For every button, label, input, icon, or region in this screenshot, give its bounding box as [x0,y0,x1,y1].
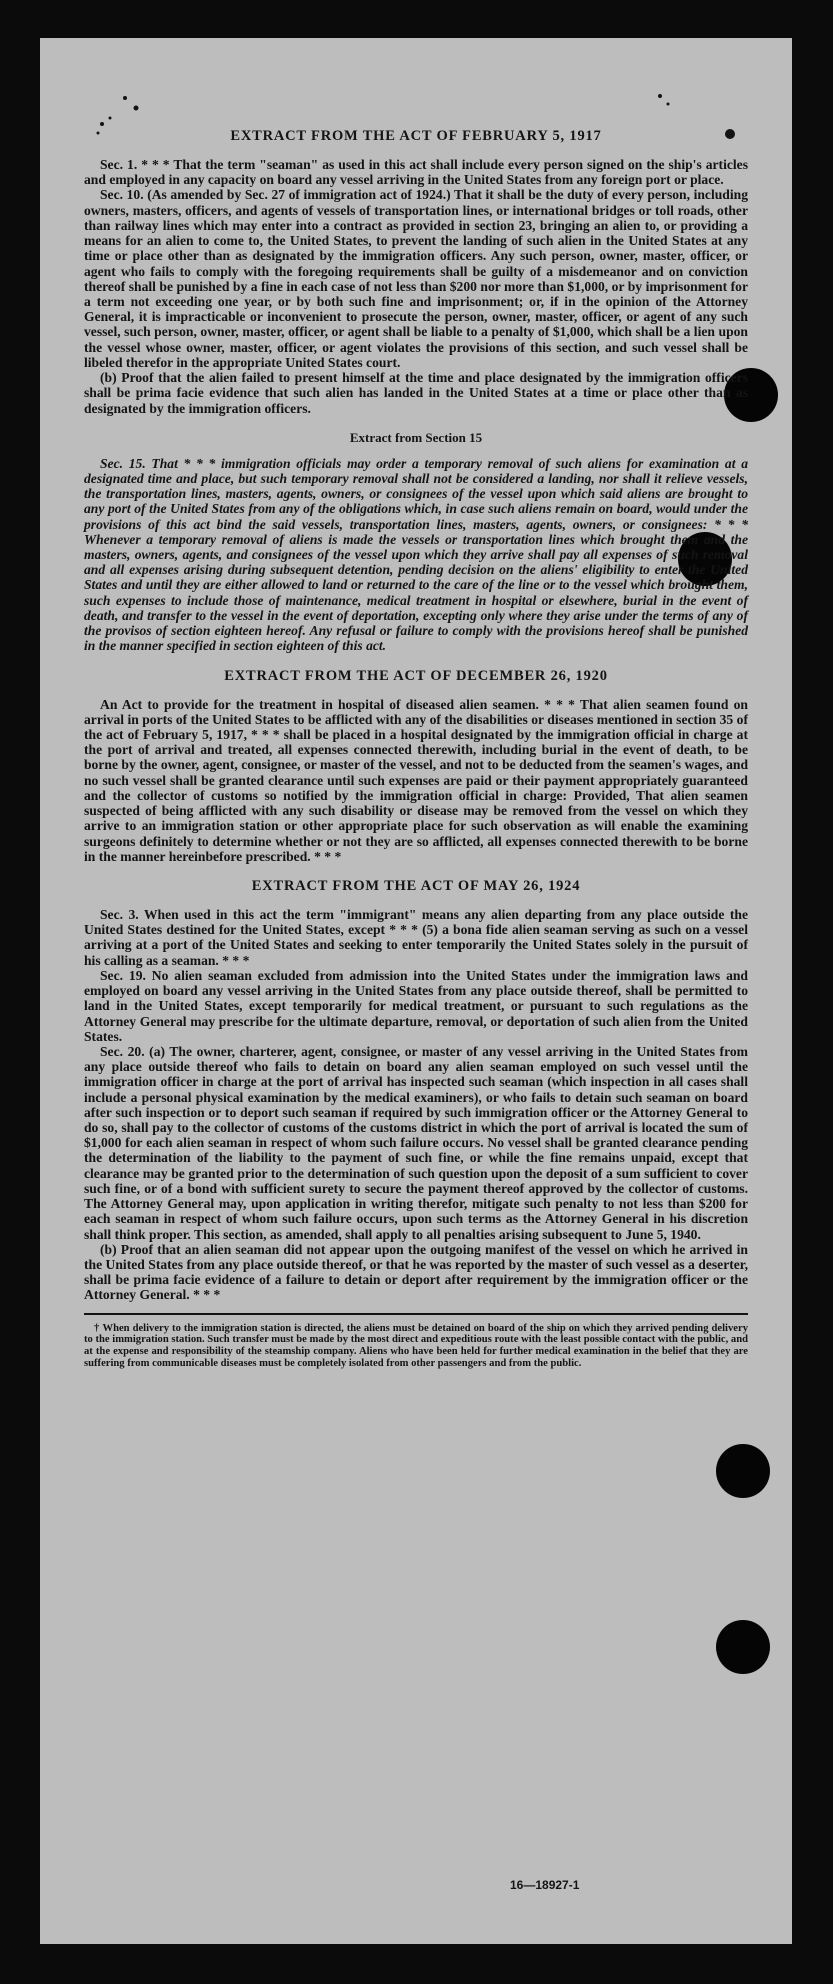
paragraph-sec-15: Sec. 15. That * * * immigration officials may order a temporary removal of such aliens for examination at a designated time and place, but such temporary removal shall not be considered a landing, nor shall it relieve vessels, the transportation lines, masters, agents, owners, or consignees of the vessel upon which said aliens are brought to any port of the United States from any of the obligations which, in case such aliens remain on board, would under the provisions of this act bind the said vessels, transportation lines, masters, agents, owners, or consignees: * * * Whenever a temporary removal of aliens is made the vessels or transportation lines which brought them and the masters, owners, agents, and consignees of the vessel upon which they arrive shall pay all expenses of such removal and all expenses arising during subsequent detention, pending decision on the aliens' eligibility to enter the United States and until they are either allowed to land or returned to the care of the line or to the vessel which brought them, such expenses to include those of maintenance, medical treatment in hospital or elsewhere, burial in the event of death, and transfer to the vessel in the event of deportation, excepting only where they arise under the terms of any of the provisos of section eighteen hereof. Any refusal or failure to comply with the provisions hereof shall be punished in the manner specified in section eighteen of this act. [84,455,748,654]
paragraph-sec-3: Sec. 3. When used in this act the term "immigrant" means any alien departing from any place outside the United States destined for the United States, except * * * (5) a bona fide alien seaman serving as such on a vessel arriving at a port of the United States and seeking to enter temporarily the United States solely in the pursuit of his calling as a seaman. * * * [84,906,748,968]
footnote-divider [84,1313,748,1315]
punch-hole-4 [716,1620,770,1674]
paragraph-sec-20b: (b) Proof that an alien seaman did not appear upon the outgoing manifest of the vessel on which he arrived in the United States from any place outside thereof, or that he was reported by the master of such vessel as a deserter, shall be prima facie evidence of a failure to detain or deport after requirement by the immigration officer or the Attorney General. * * * [84,1241,748,1303]
paragraph-sec-20a: Sec. 20. (a) The owner, charterer, agent, consignee, or master of any vessel arriving in the United States from any place outside thereof who fails to detain on board any alien seaman employed on such vessel until the immigration officer in charge at the port of arrival has inspected such seaman (which inspection in all cases shall include a personal physical examination by the medical examiners), or who fails to detain such seaman on board after such inspection or to deport such seaman if required by such immigration officer or the Attorney General to do so, shall pay to the collector of customs of the customs district in which the port of arrival is located the sum of $1,000 for each alien seaman in respect of whom such failure occurs. No vessel shall be granted clearance pending the determination of the liability to the payment of such fine, or while the fine remains unpaid, except that clearance may be granted prior to the determination of such question upon the deposit of a sum sufficient to cover such fine, or of a bond with sufficient surety to secure the payment thereof approved by the collector of customs. The Attorney General may, upon application in writing therefor, mitigate such penalty to not less than $200 for each seaman in respect of whom such failure occurs, upon such terms as the Attorney General in his discretion shall think proper. This section, as amended, shall apply to all penalties arising subsequent to June 5, 1940. [84,1043,748,1242]
paragraph-sec-10b: (b) Proof that the alien failed to present himself at the time and place designated by the immigration officers shall be prima facie evidence that such alien has landed in the United States at a time or place other than as designated by the immigration officers. [84,370,748,416]
heading-act-1924: EXTRACT FROM THE ACT OF MAY 26, 1924 [251,877,581,894]
footnote [84,1323,748,1370]
heading-section-15: Extract from Section 15 [349,429,483,445]
form-number: 16—18927-1 [510,1878,580,1892]
punch-hole-3 [716,1444,770,1498]
document-body [84,128,748,1369]
footnote-text: † When delivery to the immigration station is directed, the aliens must be detained on board of the ship on which they arrived pending delivery to the immigration station. Such transfer must be made by the most direct and expeditious route with the least possible contact with the public, and at the expense and responsibility of the steamship company. Aliens who have been held for further medical examination in the belief that they are suffering from communicable diseases must be completely isolated from other passengers and from the public. [84,1322,748,1369]
heading-act-1917: EXTRACT FROM THE ACT OF FEBRUARY 5, 1917 [230,128,602,144]
heading-act-1920: EXTRACT FROM THE ACT OF DECEMBER 26, 1920 [224,667,608,684]
document-page [40,38,792,1944]
paragraph-sec-19: Sec. 19. No alien seaman excluded from admission into the United States under the immigration laws and employed on board any vessel arriving in the United States from any place outside thereof, shall be permitted to land in the United States, except temporarily for medical treatment, or pursuant to such regulations as the Attorney General may prescribe for the ultimate departure, removal, or deportation of such alien from the United States. [84,967,748,1044]
paragraph-sec-1: Sec. 1. * * * That the term "seaman" as used in this act shall include every person signed on the ship's articles and employed in any capacity on board any vessel arriving in the United States from any foreign port or place. [84,157,748,188]
paragraph-sec-10: Sec. 10. (As amended by Sec. 27 of immigration act of 1924.) That it shall be the duty of every person, including owners, masters, officers, and agents of vessels of transportation lines, or international bridges or toll roads, other than railway lines which may enter into a contract as provided in section 23, bringing an alien to, or providing a means for an alien to come to, the United States, to prevent the landing of such alien in the United States at any time or place other than as designated by the immigration officers. Any such person, owner, master, officer, or agent who fails to comply with the foregoing requirements shall be guilty of a misdemeanor and on conviction thereof shall be punished by a fine in each case of not less than $200 nor more than $1,000, or by imprisonment for a term not exceeding one year, or by both such fine and imprisonment; or, if in the opinion of the Attorney General, it is impracticable or inconvenient to prosecute the person, owner, master, officer, or agent of any such vessel, such person, owner, master, officer, or agent shall be liable to a penalty of $1,000, which shall be a lien upon the vessel whose owner, master, officer, or agent violates the provisions of this section, and such vessel shall be libeled therefor in the appropriate United States court. [84,187,748,370]
paragraph-act-1920: An Act to provide for the treatment in hospital of diseased alien seamen. * * * That alien seamen found on arrival in ports of the United States to be afflicted with any of the disabilities or diseases mentioned in section 35 of the act of February 5, 1917, * * * shall be placed in a hospital designated by the immigration official in charge at the port of arrival and treated, all expenses connected therewith, including burial in the event of death, to be borne by the owner, agent, consignee, or master of the vessel, and not to be deducted from the seamen's wages, and no such vessel shall be granted clearance until such expenses are paid or their payment appropriately guaranteed and the collector of customs so notified by the immigration official in charge: Provided, That alien seamen suspected of being afflicted with any such disability or disease may be removed from the vessel on which they arrive to an immigration station or other appropriate place for such observation as will enable the examining surgeons definitely to determine whether or not they are so afflicted, all expenses connected therewith to be borne in the manner hereinbefore prescribed. * * * [84,696,748,864]
